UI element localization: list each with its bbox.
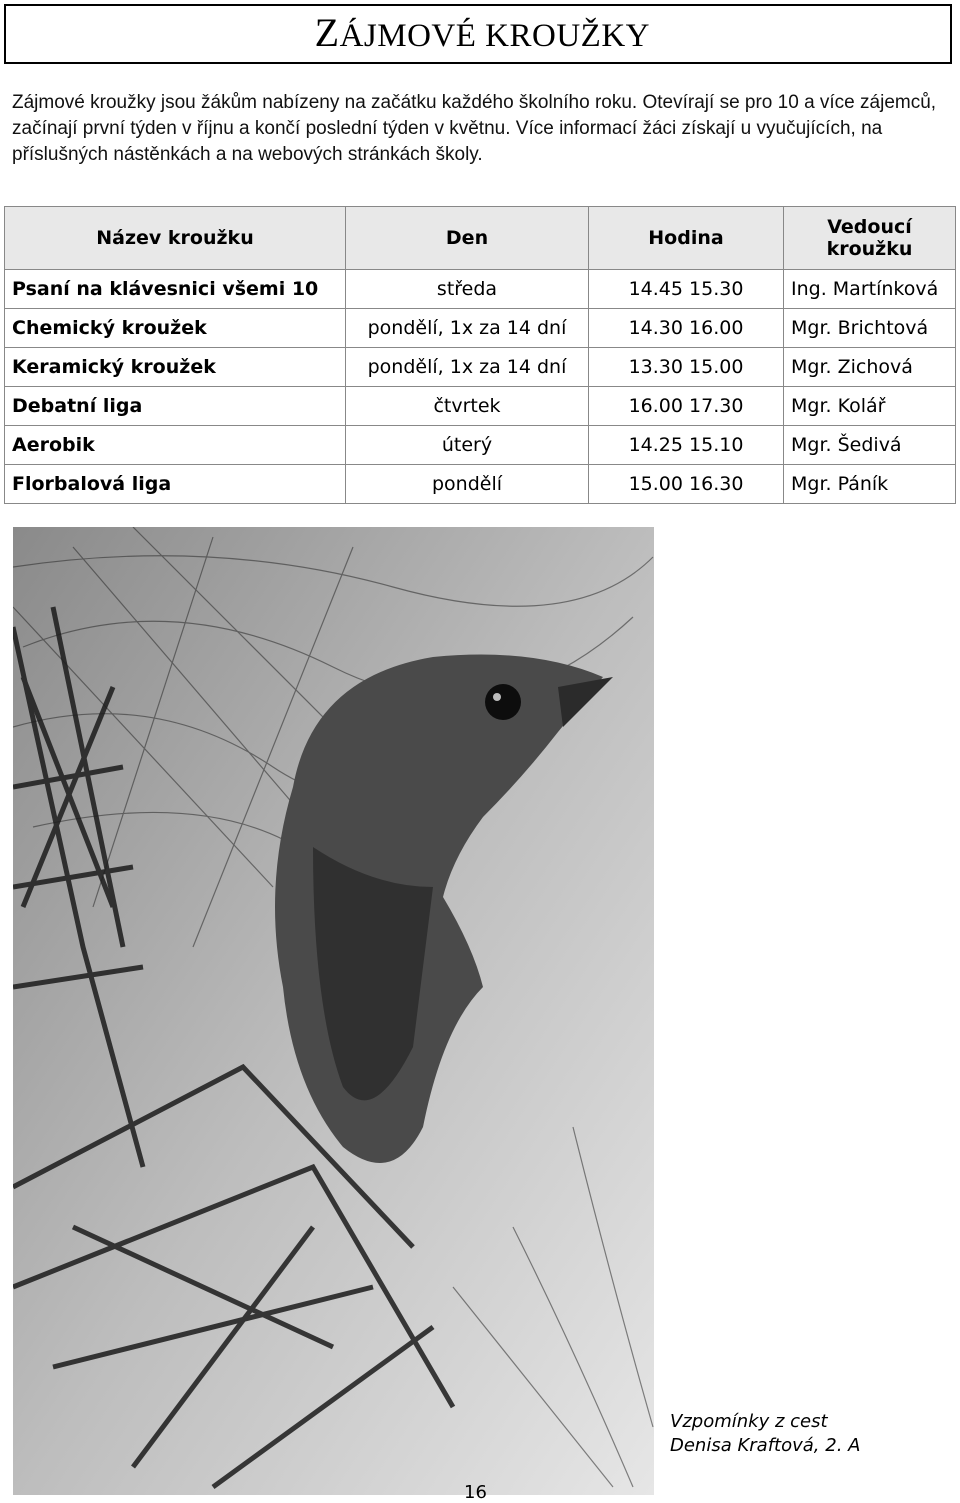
header-day: Den: [346, 207, 589, 270]
cell-leader: Mgr. Páník: [784, 465, 956, 504]
cell-day: středa: [346, 270, 589, 309]
header-time: Hodina: [589, 207, 784, 270]
cell-leader: Ing. Martínková: [784, 270, 956, 309]
cell-time: 15.00 16.30: [589, 465, 784, 504]
pencil-drawing-image: [13, 527, 654, 1495]
table-row: [5, 465, 956, 504]
cell-time: 14.45 15.30: [589, 270, 784, 309]
caption-title: Vzpomínky z cest: [670, 1411, 828, 1432]
cell-club-name: Aerobik: [5, 426, 346, 465]
cell-club-name: Psaní na klávesnici všemi 10: [5, 270, 346, 309]
cell-time: 14.25 15.10: [589, 426, 784, 465]
cell-day: pondělí, 1x za 14 dní: [346, 348, 589, 387]
cell-leader: Mgr. Zichová: [784, 348, 956, 387]
page-title: [315, 9, 650, 56]
cell-day: pondělí, 1x za 14 dní: [346, 309, 589, 348]
cell-time: 16.00 17.30: [589, 387, 784, 426]
page-title-rest: ÁJMOVÉ KROUŽKY: [339, 18, 650, 54]
table-row: [5, 270, 956, 309]
cell-day: čtvrtek: [346, 387, 589, 426]
cell-club-name: Debatní liga: [5, 387, 346, 426]
cell-leader: Mgr. Brichtová: [784, 309, 956, 348]
cell-club-name: Florbalová liga: [5, 465, 346, 504]
title-box: [4, 4, 952, 64]
table-row: [5, 348, 956, 387]
header-leader: Vedoucí kroužku: [784, 207, 956, 270]
clubs-table: [4, 206, 956, 504]
header-club-name: Název kroužku: [5, 207, 346, 270]
cell-leader: Mgr. Šedivá: [784, 426, 956, 465]
caption-author: Denisa Kraftová, 2. A: [670, 1435, 861, 1456]
table-row: [5, 426, 956, 465]
cell-club-name: Chemický kroužek: [5, 309, 346, 348]
cell-time: 13.30 15.00: [589, 348, 784, 387]
cell-club-name: Keramický kroužek: [5, 348, 346, 387]
cell-leader: Mgr. Kolář: [784, 387, 956, 426]
bird-drawing-svg: [13, 527, 654, 1495]
intro-text: Zájmové kroužky jsou žákům nabízeny na začátku každého školního roku. Otevírají se pro 10 a více zájemců, začínají první týden v říjnu a končí poslední týden v květnu. Více informací žáci získají u vyučujících, na příslušných nástěnkách a na webových stránkách školy.: [12, 92, 937, 165]
image-caption: [670, 1410, 860, 1458]
intro-paragraph: [12, 90, 942, 168]
cell-time: 14.30 16.00: [589, 309, 784, 348]
page-title-initial: Z: [314, 10, 340, 55]
table-row: [5, 309, 956, 348]
cell-day: úterý: [346, 426, 589, 465]
page-number: 16: [464, 1482, 487, 1503]
table-row: [5, 387, 956, 426]
table-header-row: [5, 207, 956, 270]
cell-day: pondělí: [346, 465, 589, 504]
